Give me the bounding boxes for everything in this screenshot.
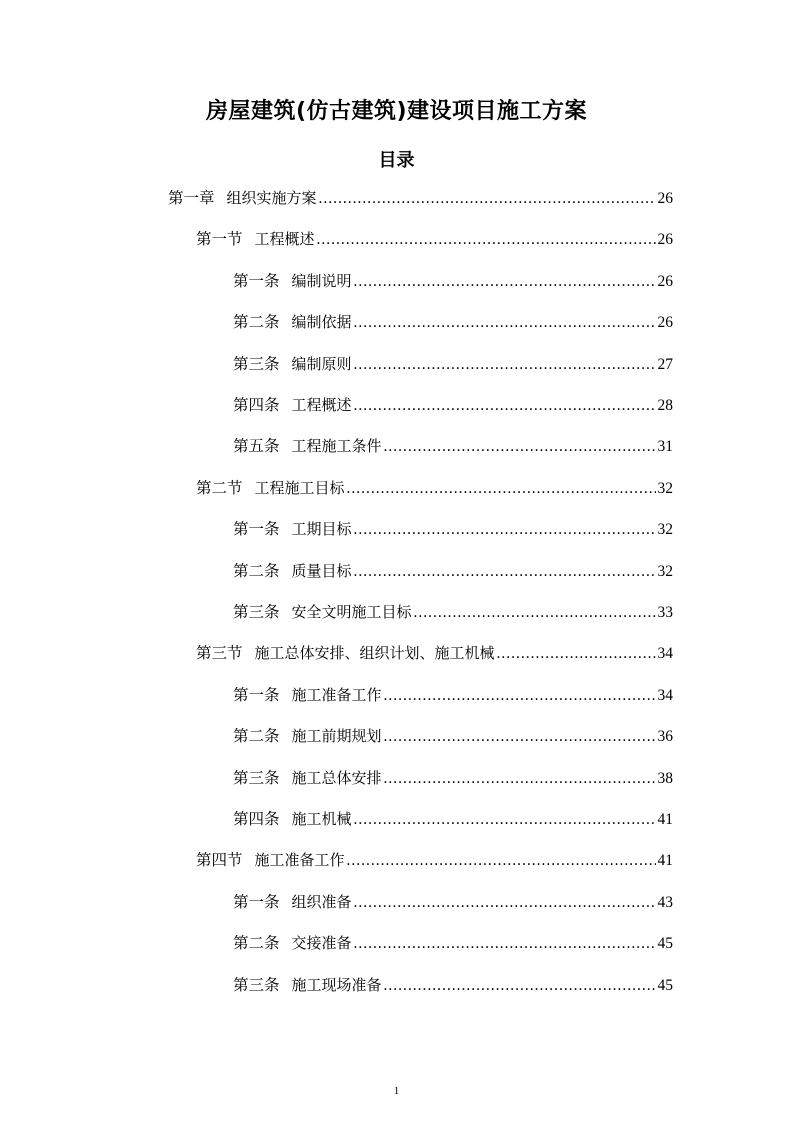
dot-leader [384, 975, 656, 997]
toc-entry[interactable] [168, 187, 673, 209]
dot-leader [354, 395, 656, 417]
toc-entry-label: 工程概述 [291, 396, 352, 414]
toc-entry[interactable] [233, 767, 673, 789]
toc-entry-label: 组织实施方案 [226, 189, 317, 207]
toc-entry-label: 工程施工条件 [291, 437, 382, 456]
toc-entry-page: 38 [657, 769, 673, 787]
dot-leader [354, 312, 656, 334]
toc-entry-page: 45 [657, 935, 673, 953]
toc-entry-number: 第三节 [196, 644, 243, 663]
dot-leader [354, 271, 656, 293]
toc-entry-label: 安全文明施工目标 [291, 603, 412, 621]
dot-leader [497, 643, 656, 665]
toc-entry-number: 第四节 [196, 851, 243, 870]
dot-leader [414, 602, 656, 624]
toc-entry-number: 第二条 [233, 313, 280, 332]
toc-entry-page: 34 [657, 686, 673, 704]
toc-entry-page: 45 [657, 976, 673, 994]
toc-entry-label: 施工总体安排、组织计划、施工机械 [254, 644, 495, 663]
toc-entry-label: 施工现场准备 [291, 975, 382, 994]
dot-leader [354, 892, 656, 914]
toc-entry-number: 第二条 [233, 561, 280, 580]
toc-entry[interactable] [233, 974, 673, 996]
toc-entry[interactable] [233, 311, 673, 333]
toc-entry-label: 工期目标 [291, 520, 352, 539]
toc-entry-page: 36 [657, 728, 673, 746]
toc-entry-label: 交接准备 [291, 934, 352, 953]
toc-entry-page: 32 [657, 521, 673, 539]
toc-entry-number: 第一条 [233, 892, 280, 911]
toc-entry-page: 31 [657, 438, 673, 456]
toc-entry-page: 26 [657, 272, 673, 290]
toc-entry-label: 编制原则 [291, 354, 352, 373]
toc-entry-page: 41 [657, 811, 673, 828]
toc-entry-label: 施工准备工作 [254, 851, 345, 870]
toc-entry-page: 32 [657, 562, 673, 580]
toc-entry-number: 第四条 [233, 810, 280, 828]
toc-entry-number: 第三条 [233, 975, 280, 994]
toc-entry[interactable] [196, 642, 673, 664]
toc-entry-number: 第一条 [233, 685, 280, 704]
toc-entry-page: 43 [657, 893, 673, 911]
dot-leader [317, 229, 656, 251]
dot-leader [319, 188, 656, 210]
toc-entry[interactable] [233, 518, 673, 540]
toc-entry-number: 第三条 [233, 768, 280, 787]
toc-heading: 目录 [378, 150, 415, 171]
toc-entry-label: 施工总体安排 [291, 768, 382, 787]
dot-leader [354, 519, 656, 541]
toc-entry-label: 工程概述 [254, 230, 315, 249]
toc-entry-number: 第四条 [233, 396, 280, 414]
toc-entry-page: 26 [657, 231, 673, 249]
toc-entry[interactable] [233, 394, 673, 416]
toc-entry[interactable] [196, 477, 673, 499]
dot-leader [347, 850, 656, 872]
toc-entry-page: 32 [657, 479, 673, 497]
dot-leader [384, 436, 656, 458]
toc-entry-label: 施工准备工作 [291, 685, 382, 704]
toc-entry-page: 33 [657, 604, 673, 621]
dot-leader [354, 354, 656, 376]
toc-entry-page: 27 [657, 355, 673, 373]
toc-entry-label: 质量目标 [291, 561, 352, 580]
dot-leader [347, 478, 656, 500]
toc-entry-number: 第一节 [196, 230, 243, 249]
toc-entry-label: 工程施工目标 [254, 478, 345, 497]
toc-entry-number: 第一章 [168, 189, 215, 207]
toc-entry[interactable] [196, 849, 673, 871]
toc-entry-label: 组织准备 [291, 892, 352, 911]
dot-leader [384, 768, 656, 790]
toc-entry[interactable] [233, 601, 673, 623]
toc-entry[interactable] [233, 435, 673, 457]
dot-leader [354, 561, 656, 583]
dot-leader [384, 685, 656, 707]
toc-entry[interactable] [233, 891, 673, 913]
toc-entry[interactable] [233, 353, 673, 375]
document-title: 房屋建筑(仿古建筑)建设项目施工方案 [205, 99, 588, 124]
dot-leader [354, 933, 656, 955]
page-number: 1 [393, 1085, 400, 1097]
toc-entry-page: 41 [657, 852, 673, 870]
toc-entry-number: 第五条 [233, 437, 280, 456]
toc-entry-page: 34 [657, 645, 673, 663]
toc-entry-number: 第二条 [233, 727, 280, 746]
dot-leader [384, 726, 656, 748]
toc-entry[interactable] [233, 270, 673, 292]
toc-entry-page: 28 [657, 397, 673, 414]
toc-entry-page: 26 [657, 190, 673, 207]
toc-entry-number: 第三条 [233, 354, 280, 373]
toc-entry-label: 编制说明 [291, 271, 352, 290]
toc-entry-label: 编制依据 [291, 313, 352, 332]
toc-entry[interactable] [233, 725, 673, 747]
toc-entry-number: 第一条 [233, 271, 280, 290]
toc-entry-number: 第三条 [233, 603, 280, 621]
toc-entry-number: 第二条 [233, 934, 280, 953]
toc-entry[interactable] [233, 932, 673, 954]
toc-entry-label: 施工机械 [291, 810, 352, 828]
toc-entry[interactable] [233, 684, 673, 706]
toc-entry-page: 26 [657, 314, 673, 332]
toc-entry[interactable] [233, 808, 673, 830]
toc-entry-number: 第一条 [233, 520, 280, 539]
toc-entry[interactable] [233, 560, 673, 582]
dot-leader [354, 809, 656, 831]
toc-entry-label: 施工前期规划 [291, 727, 382, 746]
toc-entry-number: 第二节 [196, 478, 243, 497]
toc-entry[interactable] [196, 228, 673, 250]
